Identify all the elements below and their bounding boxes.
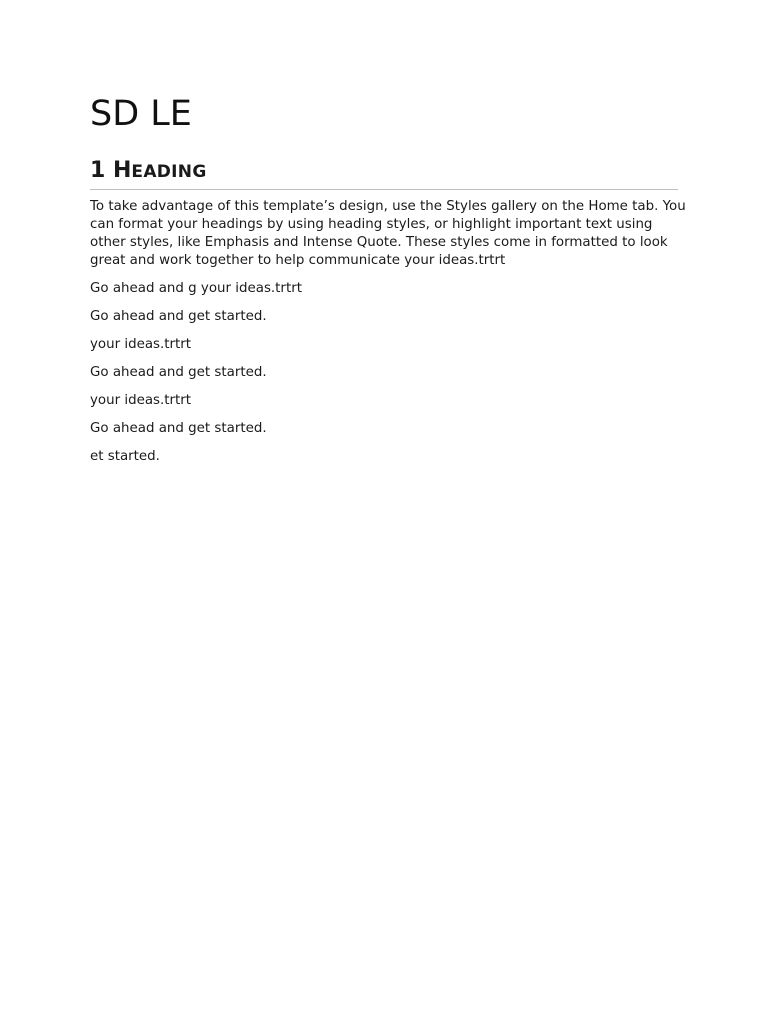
section-heading [90,157,678,190]
body-line-2: Go ahead and get started. [90,309,267,324]
heading-number: 1 [90,158,106,183]
body-line-6: Go ahead and get started. [90,421,267,436]
heading-small-caps: EADING [131,162,207,182]
body-line-1: Go ahead and g your ideas.trtrt [90,281,302,296]
heading-initial: H [112,158,132,183]
body-line-3: your ideas.trtrt [90,337,192,352]
body-line-7: et started. [90,449,160,464]
document-title: SD LE [90,94,192,134]
body-line-5: your ideas.trtrt [90,393,192,408]
intro-paragraph: To take advantage of this template’s design, use the Styles gallery on the Home tab. You can format your headings by using heading styles, or highlight important text using other styles, like Emphasis and Intense Quote. These styles come in formatted to look great and work together to help communicate your ideas.trtrt [90,199,686,268]
body-line-4: Go ahead and get started. [90,365,267,380]
